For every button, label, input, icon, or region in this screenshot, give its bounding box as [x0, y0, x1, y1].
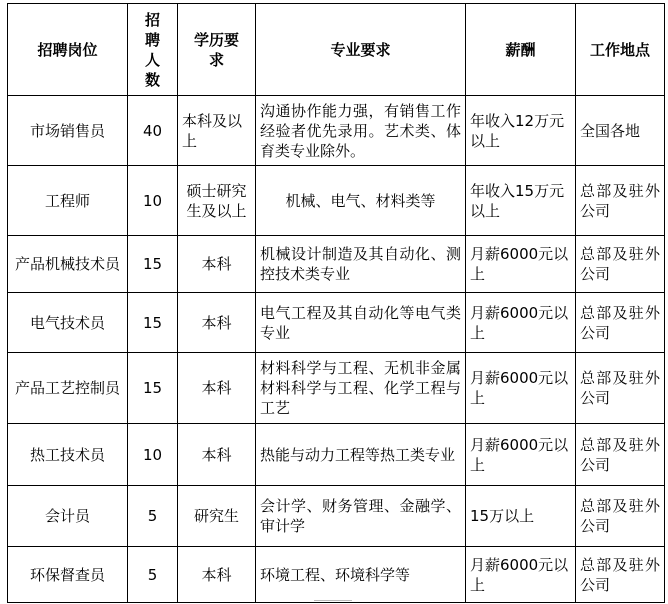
cell-location: 总部及驻外公司	[576, 236, 665, 293]
cell-major: 会计学、财务管理、金融学、审计学	[256, 486, 466, 547]
header-count-line: 招	[144, 10, 160, 29]
cell-salary: 月薪6000元以上	[466, 547, 576, 603]
cell-count: 15	[128, 293, 178, 353]
table-row	[8, 293, 665, 353]
cell-education: 本科	[178, 236, 256, 293]
cell-location: 总部及驻外公司	[576, 293, 665, 353]
cell-salary: 月薪6000元以上	[466, 293, 576, 353]
cell-major: 环境工程、环境科学等	[256, 547, 466, 603]
header-count-line: 聘	[144, 30, 160, 49]
cell-major: 机械、电气、材料类等	[256, 166, 466, 236]
cell-education: 本科	[178, 353, 256, 424]
cell-major: 沟通协作能力强，有销售工作经验者优先录用。艺术类、体育类专业除外。	[256, 96, 466, 166]
cell-salary: 月薪6000元以上	[466, 424, 576, 486]
header-education-line: 学历要	[193, 30, 239, 49]
header-row	[8, 4, 665, 96]
table-row	[8, 236, 665, 293]
header-count	[128, 4, 178, 96]
cell-count: 5	[128, 547, 178, 603]
header-location: 工作地点	[576, 4, 665, 96]
cell-position: 市场销售员	[8, 96, 128, 166]
cell-major: 材料科学与工程、无机非金属材料科学与工程、化学工程与工艺	[256, 353, 466, 424]
page-bottom-mark	[314, 600, 352, 601]
cell-position: 热工技术员	[8, 424, 128, 486]
cell-location: 总部及驻外公司	[576, 353, 665, 424]
cell-salary: 年收入12万元以上	[466, 96, 576, 166]
cell-education: 本科	[178, 293, 256, 353]
cell-position: 产品机械技术员	[8, 236, 128, 293]
header-education-line: 求	[208, 50, 224, 69]
cell-location: 总部及驻外公司	[576, 166, 665, 236]
table-row	[8, 424, 665, 486]
cell-education: 本科	[178, 547, 256, 603]
recruitment-table	[7, 3, 665, 603]
table-row	[8, 486, 665, 547]
cell-count: 10	[128, 166, 178, 236]
cell-count: 15	[128, 236, 178, 293]
cell-salary: 月薪6000元以上	[466, 353, 576, 424]
header-position: 招聘岗位	[8, 4, 128, 96]
cell-position: 电气技术员	[8, 293, 128, 353]
cell-location: 总部及驻外公司	[576, 424, 665, 486]
table-row	[8, 166, 665, 236]
header-count-line: 数	[144, 70, 160, 89]
cell-location: 全国各地	[576, 96, 665, 166]
cell-position: 产品工艺控制员	[8, 353, 128, 424]
cell-education: 研究生	[178, 486, 256, 547]
cell-major: 热能与动力工程等热工类专业	[256, 424, 466, 486]
cell-education: 本科	[178, 424, 256, 486]
cell-count: 15	[128, 353, 178, 424]
cell-education: 硕士研究生及以上	[178, 166, 256, 236]
table-row	[8, 96, 665, 166]
table-row	[8, 353, 665, 424]
cell-salary: 月薪6000元以上	[466, 236, 576, 293]
cell-major: 电气工程及其自动化等电气类专业	[256, 293, 466, 353]
header-education	[178, 4, 256, 96]
cell-location: 总部及驻外公司	[576, 486, 665, 547]
header-salary: 薪酬	[466, 4, 576, 96]
cell-count: 40	[128, 96, 178, 166]
header-major: 专业要求	[256, 4, 466, 96]
cell-salary: 15万以上	[466, 486, 576, 547]
cell-major: 机械设计制造及其自动化、测控技术类专业	[256, 236, 466, 293]
cell-salary: 年收入15万元以上	[466, 166, 576, 236]
cell-position: 会计员	[8, 486, 128, 547]
cell-count: 10	[128, 424, 178, 486]
cell-position: 工程师	[8, 166, 128, 236]
cell-position: 环保督查员	[8, 547, 128, 603]
header-count-line: 人	[144, 50, 160, 69]
cell-count: 5	[128, 486, 178, 547]
table-row	[8, 547, 665, 603]
cell-location: 总部及驻外公司	[576, 547, 665, 603]
cell-education: 本科及以上	[178, 96, 256, 166]
